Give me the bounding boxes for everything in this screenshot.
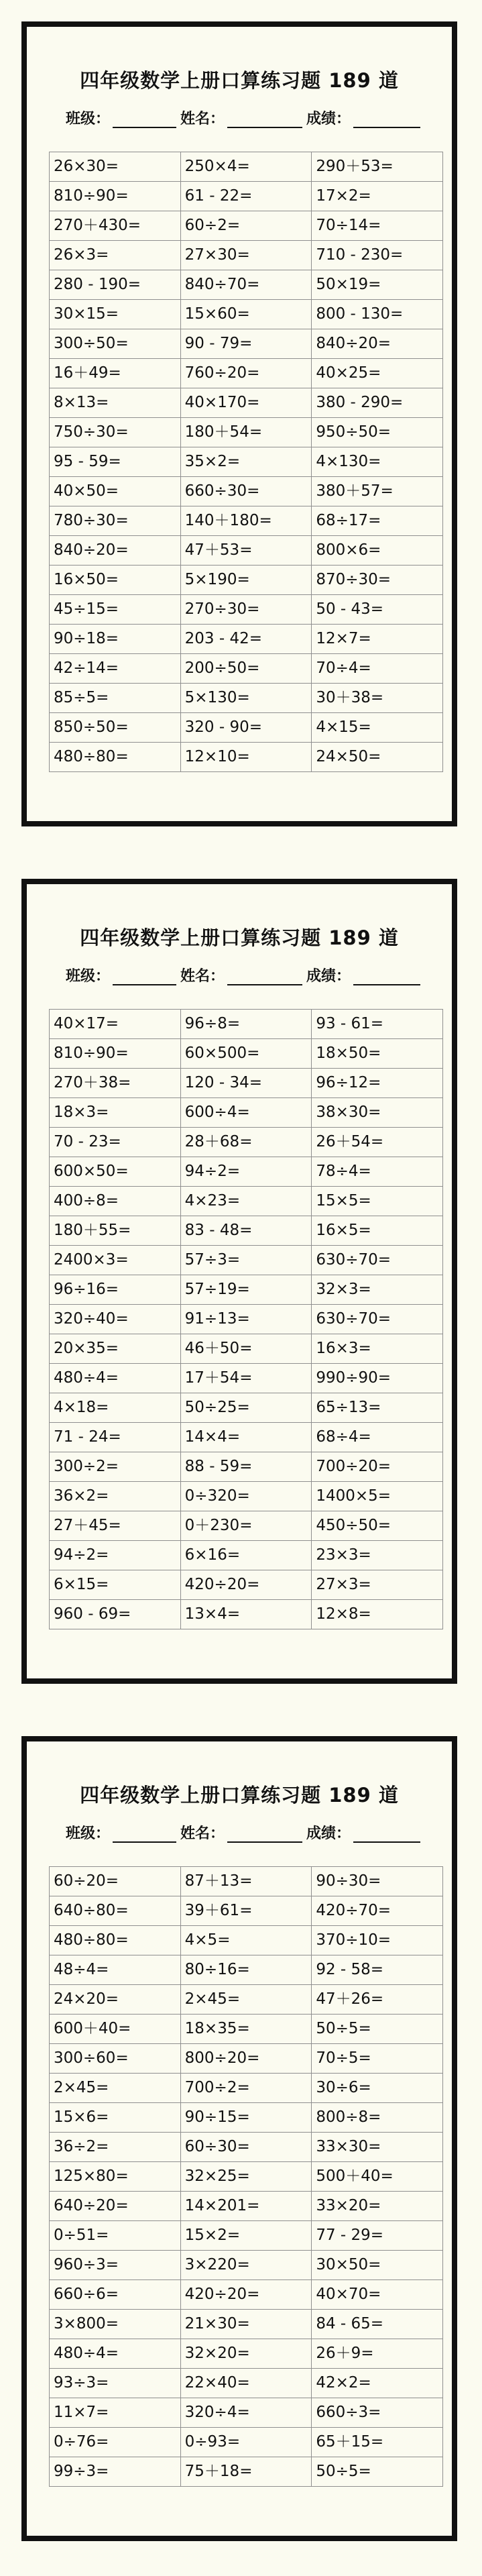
exercise-cell: 42÷14= [50, 654, 181, 684]
exercise-cell: 96÷8= [180, 1010, 312, 1039]
student-info-row [66, 107, 424, 128]
exercise-cell: 47＋26= [312, 1985, 443, 2015]
exercise-cell: 46＋50= [180, 1334, 312, 1364]
exercise-cell: 26＋9= [312, 2339, 443, 2369]
exercise-cell: 2400×3= [50, 1246, 181, 1275]
table-row [50, 1010, 443, 1039]
exercise-cell: 270＋38= [50, 1069, 181, 1098]
exercise-cell: 60×500= [180, 1039, 312, 1069]
table-row [50, 1039, 443, 1069]
exercise-cell: 70÷4= [312, 654, 443, 684]
exercise-cell: 420÷70= [312, 1896, 443, 1926]
exercise-cell: 32×3= [312, 1275, 443, 1305]
exercise-cell: 700÷20= [312, 1452, 443, 1482]
exercise-cell: 28＋68= [180, 1128, 312, 1157]
exercise-cell: 4×18= [50, 1393, 181, 1423]
exercise-cell: 960 - 69= [50, 1600, 181, 1629]
exercise-cell: 75＋18= [180, 2457, 312, 2487]
exercise-cell: 26×3= [50, 241, 181, 270]
exercise-cell: 88 - 59= [180, 1452, 312, 1482]
exercise-cell: 60÷20= [50, 1867, 181, 1896]
exercise-cell: 400÷8= [50, 1187, 181, 1216]
table-row [50, 2103, 443, 2133]
exercise-cell: 12×7= [312, 625, 443, 654]
exercise-cell: 203 - 42= [180, 625, 312, 654]
exercise-cell: 200÷50= [180, 654, 312, 684]
exercise-cell: 800÷8= [312, 2103, 443, 2133]
exercise-cell: 21×30= [180, 2310, 312, 2339]
exercise-cell: 800 - 130= [312, 300, 443, 329]
name-blank[interactable] [227, 1828, 302, 1843]
table-row [50, 1216, 443, 1246]
exercise-cell: 13×4= [180, 1600, 312, 1629]
exercise-cell: 480÷80= [50, 743, 181, 772]
exercise-cell: 90÷30= [312, 1867, 443, 1896]
exercise-cell: 4×5= [180, 1926, 312, 1955]
table-row [50, 1157, 443, 1187]
name-blank[interactable] [227, 971, 302, 985]
exercise-cell: 750÷30= [50, 418, 181, 447]
exercise-cell: 16×5= [312, 1216, 443, 1246]
exercise-cell: 18×3= [50, 1098, 181, 1128]
table-row [50, 1305, 443, 1334]
table-row [50, 1511, 443, 1541]
table-row [50, 713, 443, 743]
exercise-cell: 480÷4= [50, 2339, 181, 2369]
exercise-cell: 12×8= [312, 1600, 443, 1629]
exercise-cell: 18×50= [312, 1039, 443, 1069]
exercise-table [49, 152, 443, 772]
exercise-cell: 40×70= [312, 2280, 443, 2310]
exercise-cell: 61 - 22= [180, 182, 312, 211]
table-row [50, 2310, 443, 2339]
table-row [50, 241, 443, 270]
exercise-cell: 960÷3= [50, 2251, 181, 2280]
exercise-cell: 370÷10= [312, 1926, 443, 1955]
table-row [50, 1926, 443, 1955]
worksheet-title: 四年级数学上册口算练习题 189 道 [80, 926, 399, 949]
exercise-cell: 0÷76= [50, 2428, 181, 2457]
table-row [50, 211, 443, 241]
exercise-cell: 15×6= [50, 2103, 181, 2133]
exercise-cell: 33×20= [312, 2192, 443, 2221]
class-blank[interactable] [113, 1828, 176, 1843]
exercise-cell: 99÷3= [50, 2457, 181, 2487]
exercise-cell: 320÷4= [180, 2398, 312, 2428]
exercise-cell: 600＋40= [50, 2015, 181, 2044]
table-row [50, 1541, 443, 1570]
name-blank[interactable] [227, 113, 302, 128]
exercise-cell: 500＋40= [312, 2162, 443, 2192]
class-blank[interactable] [113, 113, 176, 128]
exercise-cell: 120 - 34= [180, 1069, 312, 1098]
table-row [50, 388, 443, 418]
name-label: 姓名： [180, 968, 225, 985]
exercise-cell: 0÷51= [50, 2221, 181, 2251]
exercise-cell: 27×30= [180, 241, 312, 270]
exercise-cell: 380 - 290= [312, 388, 443, 418]
exercise-cell: 4×130= [312, 447, 443, 477]
exercise-cell: 14×201= [180, 2192, 312, 2221]
exercise-cell: 270＋430= [50, 211, 181, 241]
table-row [50, 152, 443, 182]
table-row [50, 1482, 443, 1511]
exercise-cell: 0＋230= [180, 1511, 312, 1541]
exercise-cell: 23×3= [312, 1541, 443, 1570]
exercise-cell: 91÷13= [180, 1305, 312, 1334]
score-blank[interactable] [353, 113, 420, 128]
exercise-cell: 95 - 59= [50, 447, 181, 477]
exercise-cell: 15×5= [312, 1187, 443, 1216]
exercise-table [49, 1009, 443, 1629]
worksheet-3 [21, 1736, 457, 2541]
exercise-cell: 30×15= [50, 300, 181, 329]
student-info-row [66, 965, 424, 985]
exercise-cell: 600÷4= [180, 1098, 312, 1128]
exercise-cell: 15×60= [180, 300, 312, 329]
score-label: 成绩： [306, 968, 351, 985]
exercise-cell: 420÷20= [180, 2280, 312, 2310]
score-label: 成绩： [306, 1825, 351, 1842]
worksheet-title: 四年级数学上册口算练习题 189 道 [80, 69, 399, 92]
exercise-cell: 32×25= [180, 2162, 312, 2192]
exercise-cell: 94÷2= [180, 1157, 312, 1187]
exercise-cell: 24×50= [312, 743, 443, 772]
exercise-cell: 6×15= [50, 1570, 181, 1600]
exercise-cell: 0÷93= [180, 2428, 312, 2457]
exercise-cell: 250×4= [180, 152, 312, 182]
exercise-cell: 180＋54= [180, 418, 312, 447]
table-row [50, 1955, 443, 1985]
exercise-cell: 26＋54= [312, 1128, 443, 1157]
table-row [50, 536, 443, 566]
exercise-cell: 17＋54= [180, 1364, 312, 1393]
table-row [50, 684, 443, 713]
exercise-cell: 640÷80= [50, 1896, 181, 1926]
exercise-cell: 71 - 24= [50, 1423, 181, 1452]
exercise-cell: 480÷80= [50, 1926, 181, 1955]
table-row [50, 2192, 443, 2221]
name-label: 姓名： [180, 1825, 225, 1842]
exercise-cell: 87＋13= [180, 1867, 312, 1896]
table-row [50, 566, 443, 595]
exercise-cell: 850÷50= [50, 713, 181, 743]
exercise-cell: 40×17= [50, 1010, 181, 1039]
exercise-cell: 93 - 61= [312, 1010, 443, 1039]
exercise-cell: 840÷20= [312, 329, 443, 359]
table-row [50, 447, 443, 477]
exercise-cell: 630÷70= [312, 1305, 443, 1334]
exercise-cell: 22×40= [180, 2369, 312, 2398]
table-row [50, 2221, 443, 2251]
exercise-cell: 810÷90= [50, 182, 181, 211]
exercise-cell: 70÷5= [312, 2044, 443, 2074]
exercise-cell: 70 - 23= [50, 1128, 181, 1157]
table-row [50, 1334, 443, 1364]
exercise-cell: 4×23= [180, 1187, 312, 1216]
table-row [50, 2457, 443, 2487]
exercise-cell: 870÷30= [312, 566, 443, 595]
exercise-cell: 83 - 48= [180, 1216, 312, 1246]
exercise-cell: 33×30= [312, 2133, 443, 2162]
exercise-cell: 450÷50= [312, 1511, 443, 1541]
table-row [50, 506, 443, 536]
exercise-cell: 990÷90= [312, 1364, 443, 1393]
exercise-cell: 660÷6= [50, 2280, 181, 2310]
exercise-cell: 140＋180= [180, 506, 312, 536]
exercise-cell: 280 - 190= [50, 270, 181, 300]
exercise-cell: 11×7= [50, 2398, 181, 2428]
exercise-cell: 77 - 29= [312, 2221, 443, 2251]
table-row [50, 1393, 443, 1423]
exercise-cell: 60÷30= [180, 2133, 312, 2162]
exercise-cell: 84 - 65= [312, 2310, 443, 2339]
table-row [50, 270, 443, 300]
exercise-cell: 50 - 43= [312, 595, 443, 625]
table-row [50, 1187, 443, 1216]
exercise-cell: 6×16= [180, 1541, 312, 1570]
exercise-cell: 50÷5= [312, 2457, 443, 2487]
score-label: 成绩： [306, 111, 351, 127]
exercise-cell: 42×2= [312, 2369, 443, 2398]
table-row [50, 2251, 443, 2280]
table-row [50, 2074, 443, 2103]
exercise-cell: 65＋15= [312, 2428, 443, 2457]
table-row [50, 1098, 443, 1128]
exercise-cell: 90÷18= [50, 625, 181, 654]
table-row [50, 418, 443, 447]
exercise-cell: 96÷16= [50, 1275, 181, 1305]
table-row [50, 182, 443, 211]
table-row [50, 2162, 443, 2192]
exercise-cell: 16＋49= [50, 359, 181, 388]
exercise-cell: 26×30= [50, 152, 181, 182]
exercise-cell: 57÷3= [180, 1246, 312, 1275]
exercise-cell: 40×170= [180, 388, 312, 418]
score-blank[interactable] [353, 1828, 420, 1843]
exercise-cell: 30＋38= [312, 684, 443, 713]
exercise-cell: 30÷6= [312, 2074, 443, 2103]
table-row [50, 1364, 443, 1393]
exercise-cell: 16×3= [312, 1334, 443, 1364]
exercise-cell: 18×35= [180, 2015, 312, 2044]
score-blank[interactable] [353, 971, 420, 985]
class-label: 班级： [66, 111, 111, 127]
table-row [50, 2133, 443, 2162]
exercise-cell: 27×3= [312, 1570, 443, 1600]
table-row [50, 300, 443, 329]
exercise-cell: 68÷17= [312, 506, 443, 536]
worksheet-2 [21, 879, 457, 1684]
table-row [50, 1246, 443, 1275]
exercise-cell: 420÷20= [180, 1570, 312, 1600]
exercise-cell: 320 - 90= [180, 713, 312, 743]
class-blank[interactable] [113, 971, 176, 985]
exercise-cell: 50÷25= [180, 1393, 312, 1423]
exercise-cell: 39＋61= [180, 1896, 312, 1926]
exercise-cell: 90 - 79= [180, 329, 312, 359]
exercise-cell: 2×45= [180, 1985, 312, 2015]
exercise-cell: 12×10= [180, 743, 312, 772]
worksheet-title: 四年级数学上册口算练习题 189 道 [80, 1784, 399, 1807]
exercise-cell: 125×80= [50, 2162, 181, 2192]
table-row [50, 477, 443, 506]
exercise-cell: 20×35= [50, 1334, 181, 1364]
exercise-cell: 70÷14= [312, 211, 443, 241]
exercise-cell: 48÷4= [50, 1955, 181, 1985]
exercise-cell: 1400×5= [312, 1482, 443, 1511]
exercise-cell: 810÷90= [50, 1039, 181, 1069]
table-row [50, 1069, 443, 1098]
exercise-cell: 8×13= [50, 388, 181, 418]
exercise-cell: 5×190= [180, 566, 312, 595]
exercise-cell: 2×45= [50, 2074, 181, 2103]
name-label: 姓名： [180, 111, 225, 127]
table-row [50, 625, 443, 654]
exercise-cell: 85÷5= [50, 684, 181, 713]
exercise-cell: 840÷20= [50, 536, 181, 566]
table-row [50, 329, 443, 359]
exercise-cell: 14×4= [180, 1423, 312, 1452]
exercise-cell: 60÷2= [180, 211, 312, 241]
exercise-cell: 30×50= [312, 2251, 443, 2280]
table-row [50, 359, 443, 388]
exercise-cell: 17×2= [312, 182, 443, 211]
exercise-cell: 380＋57= [312, 477, 443, 506]
exercise-cell: 50×19= [312, 270, 443, 300]
exercise-cell: 16×50= [50, 566, 181, 595]
table-row [50, 1423, 443, 1452]
exercise-cell: 27＋45= [50, 1511, 181, 1541]
exercise-cell: 660÷30= [180, 477, 312, 506]
exercise-cell: 38×30= [312, 1098, 443, 1128]
exercise-cell: 90÷15= [180, 2103, 312, 2133]
table-row [50, 595, 443, 625]
table-row [50, 1275, 443, 1305]
exercise-cell: 660÷3= [312, 2398, 443, 2428]
student-info-row [66, 1822, 424, 1843]
exercise-cell: 96÷12= [312, 1069, 443, 1098]
exercise-cell: 800×6= [312, 536, 443, 566]
exercise-cell: 3×800= [50, 2310, 181, 2339]
table-row [50, 2428, 443, 2457]
exercise-cell: 630÷70= [312, 1246, 443, 1275]
exercise-cell: 15×2= [180, 2221, 312, 2251]
exercise-cell: 640÷20= [50, 2192, 181, 2221]
exercise-cell: 68÷4= [312, 1423, 443, 1452]
class-label: 班级： [66, 1825, 111, 1842]
exercise-cell: 760÷20= [180, 359, 312, 388]
exercise-cell: 800÷20= [180, 2044, 312, 2074]
table-row [50, 1985, 443, 2015]
exercise-cell: 47＋53= [180, 536, 312, 566]
exercise-cell: 300÷2= [50, 1452, 181, 1482]
exercise-cell: 40×50= [50, 477, 181, 506]
exercise-cell: 4×15= [312, 713, 443, 743]
exercise-cell: 40×25= [312, 359, 443, 388]
table-row [50, 2044, 443, 2074]
exercise-cell: 950÷50= [312, 418, 443, 447]
exercise-cell: 94÷2= [50, 1541, 181, 1570]
exercise-cell: 65÷13= [312, 1393, 443, 1423]
exercise-cell: 480÷4= [50, 1364, 181, 1393]
exercise-cell: 36×2= [50, 1482, 181, 1511]
exercise-cell: 780÷30= [50, 506, 181, 536]
class-label: 班级： [66, 968, 111, 985]
exercise-cell: 5×130= [180, 684, 312, 713]
exercise-cell: 80÷16= [180, 1955, 312, 1985]
exercise-cell: 710 - 230= [312, 241, 443, 270]
exercise-cell: 0÷320= [180, 1482, 312, 1511]
exercise-cell: 600×50= [50, 1157, 181, 1187]
exercise-cell: 93÷3= [50, 2369, 181, 2398]
table-row [50, 1570, 443, 1600]
table-row [50, 1867, 443, 1896]
exercise-cell: 78÷4= [312, 1157, 443, 1187]
exercise-cell: 50÷5= [312, 2015, 443, 2044]
table-row [50, 2398, 443, 2428]
exercise-cell: 180＋55= [50, 1216, 181, 1246]
table-row [50, 2015, 443, 2044]
table-row [50, 1452, 443, 1482]
table-row [50, 2369, 443, 2398]
exercise-cell: 32×20= [180, 2339, 312, 2369]
exercise-cell: 300÷60= [50, 2044, 181, 2074]
table-row [50, 1600, 443, 1629]
table-row [50, 1128, 443, 1157]
worksheet-1 [21, 21, 457, 826]
exercise-cell: 45÷15= [50, 595, 181, 625]
exercise-cell: 3×220= [180, 2251, 312, 2280]
exercise-cell: 24×20= [50, 1985, 181, 2015]
table-row [50, 2280, 443, 2310]
exercise-cell: 57÷19= [180, 1275, 312, 1305]
exercise-cell: 320÷40= [50, 1305, 181, 1334]
exercise-cell: 290＋53= [312, 152, 443, 182]
exercise-cell: 270÷30= [180, 595, 312, 625]
exercise-cell: 300÷50= [50, 329, 181, 359]
table-row [50, 654, 443, 684]
exercise-cell: 840÷70= [180, 270, 312, 300]
table-row [50, 2339, 443, 2369]
exercise-cell: 700÷2= [180, 2074, 312, 2103]
exercise-cell: 36÷2= [50, 2133, 181, 2162]
exercise-cell: 35×2= [180, 447, 312, 477]
exercise-table [49, 1866, 443, 2487]
table-row [50, 1896, 443, 1926]
exercise-cell: 92 - 58= [312, 1955, 443, 1985]
table-row [50, 743, 443, 772]
